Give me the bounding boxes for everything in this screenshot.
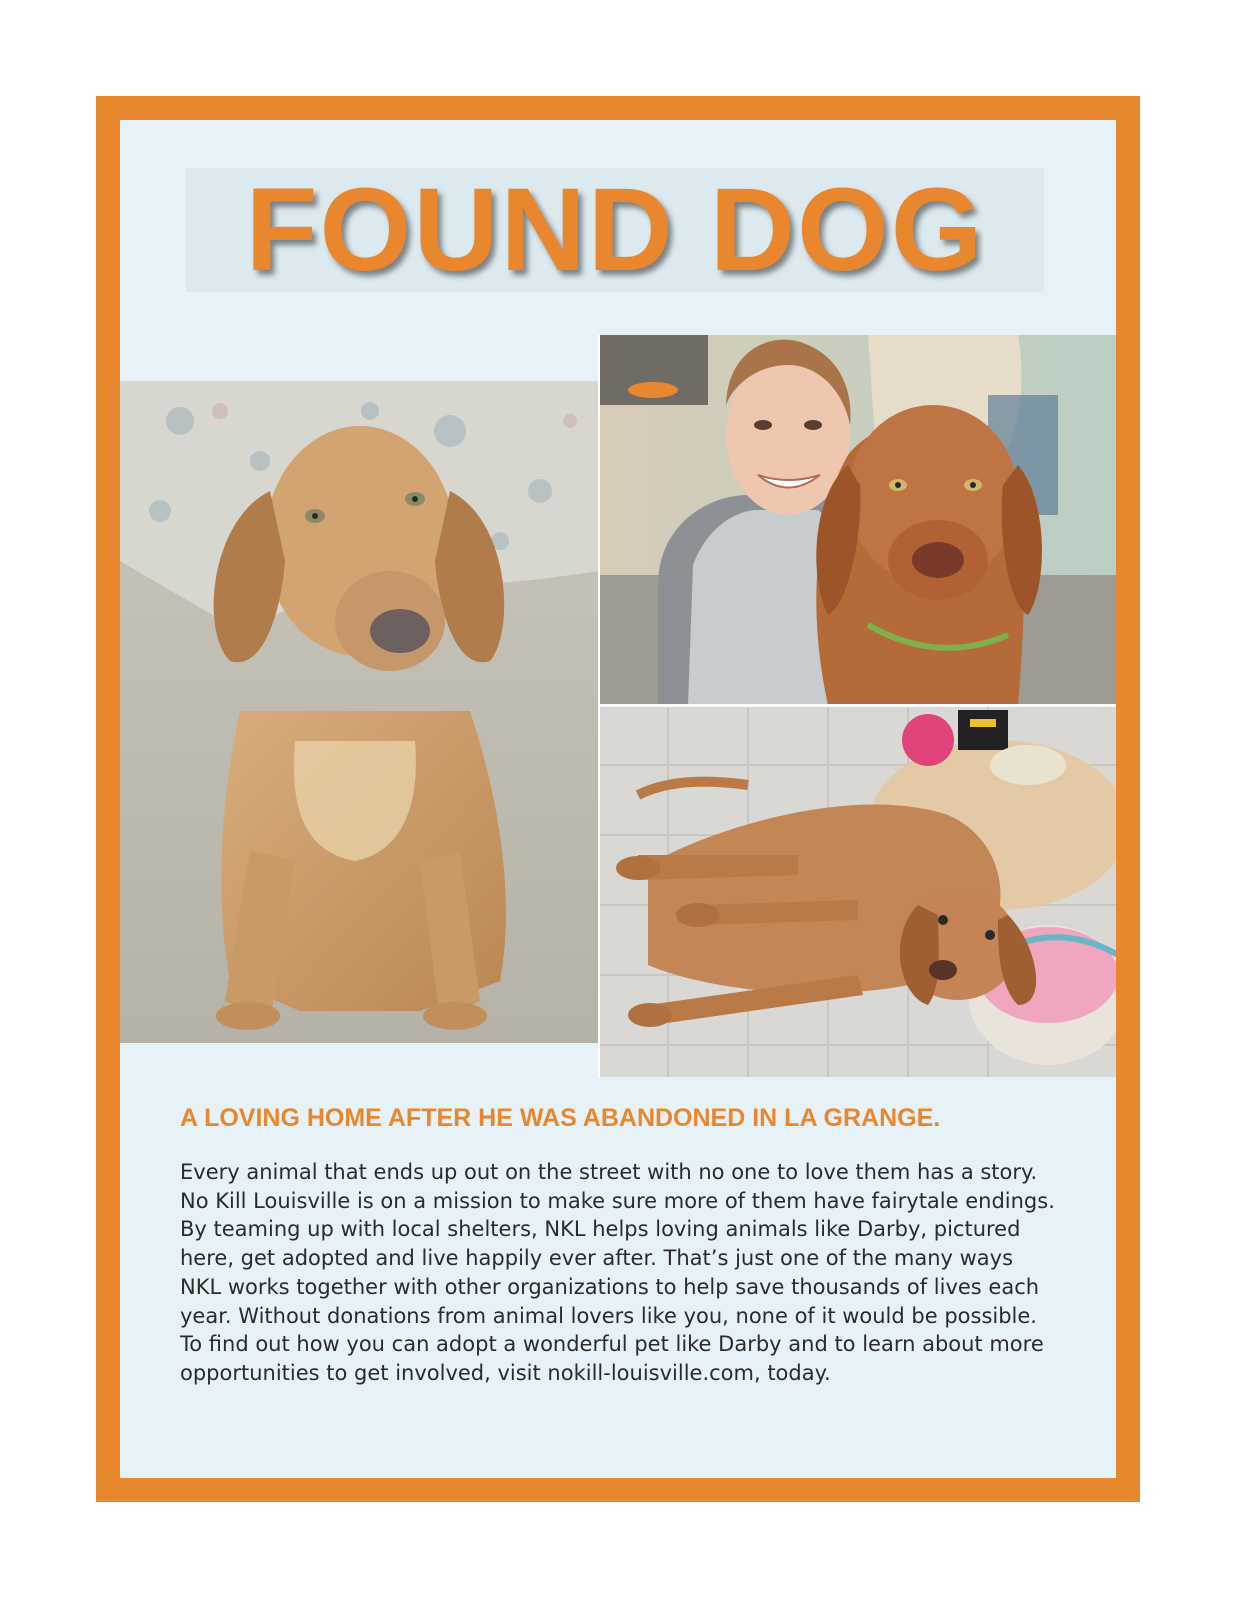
body-copy [180, 1158, 1060, 1388]
body-line: NKL works together with other organizations to help save thousands of lives each [180, 1274, 1040, 1299]
photo-dog-sitting [120, 381, 598, 1043]
poster-frame [96, 96, 1140, 1502]
photo-dog-lying [598, 705, 1116, 1077]
photo-divider-horizontal [598, 704, 1116, 707]
body-line: To find out how you can adopt a wonderful pet like Darby and to learn about more [180, 1332, 1044, 1357]
body-line: By teaming up with local shelters, NKL helps loving animals like Darby, pictured [180, 1217, 1021, 1242]
photo-girl-with-dog [598, 335, 1116, 705]
body-line: here, get adopted and live happily ever after. That’s just one of the many ways [180, 1246, 1014, 1271]
body-line: No Kill Louisville is on a mission to make sure more of them have fairytale endings. [180, 1188, 1055, 1213]
body-line: Every animal that ends up out on the street with no one to love them has a story. [180, 1160, 1038, 1184]
body-line: year. Without donations from animal lovers like you, none of it would be possible. [180, 1303, 1037, 1328]
body-line: opportunities to get involved, visit nokill-louisville.com, today. [180, 1360, 831, 1385]
headline-band [186, 164, 1044, 296]
poster-panel [120, 120, 1116, 1478]
subheadline: A LOVING HOME AFTER HE WAS ABANDONED IN LA GRANGE. [180, 1104, 941, 1132]
headline: FOUND DOG [245, 164, 985, 296]
